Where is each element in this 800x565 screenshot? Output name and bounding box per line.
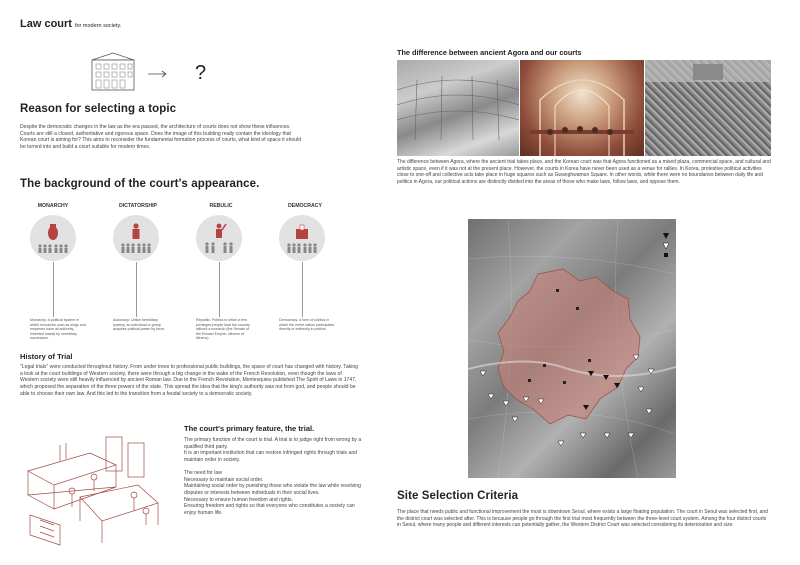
primary-heading: The court's primary feature, the trial. xyxy=(184,424,315,433)
monarchy-circle xyxy=(30,215,76,261)
gov-label-dictatorship: DICTATORSHIP xyxy=(118,203,158,209)
primary-p4: Necessary to maintain social order. xyxy=(184,476,264,483)
republic-circle xyxy=(196,215,242,261)
title-main: Law court xyxy=(20,18,72,30)
primary-p7: Ensuring freedom and rights so that everyone who constitutes a society can enjoy human life. xyxy=(184,503,355,517)
title-sub: for modern society. xyxy=(74,23,122,29)
background-heading: The background of the court's appearance. xyxy=(20,178,260,190)
question-mark: ? xyxy=(195,62,207,84)
page-title xyxy=(20,18,121,30)
map-legend xyxy=(663,233,669,257)
primary-p1: The primary function of the court is trial. A trial is to judge right from wrong by a qualified third party. xyxy=(184,437,362,450)
connector-line xyxy=(53,262,54,317)
connector-line xyxy=(302,262,303,317)
site-heading: Site Selection Criteria xyxy=(397,490,519,502)
court-building-icon xyxy=(88,50,138,92)
agora-heading: The difference between ancient Agora and our courts xyxy=(397,48,582,57)
primary-p6: Necessary to ensure human freedom and rights. xyxy=(184,496,294,503)
dictatorship-icon xyxy=(113,215,159,261)
democracy-circle xyxy=(279,215,325,261)
gov-desc-dictatorship: Autocracy: Unlike hereditary tyranny, an individual or group acquires political power by force. xyxy=(113,318,166,332)
gov-label-monarchy: MONARCHY xyxy=(37,203,69,209)
connector-line xyxy=(219,262,220,317)
primary-text-block xyxy=(184,437,362,517)
gwanghwamun-rally-photo xyxy=(645,60,771,156)
gov-desc-republic: Republic: Politics in which a few privileged people lead the country without a monarch (the Senate of the Roman Empire, citizens of Athens). xyxy=(196,318,250,341)
gov-desc-monarchy: Monarchy: A political system in which monarchs such as kings and emperors have all authority, inherited mainly by hereditary succession. xyxy=(30,318,86,341)
connector-line xyxy=(136,262,137,317)
gov-label-democracy: DEMOCRACY xyxy=(287,203,322,209)
ballot-box-icon xyxy=(279,215,325,261)
site-text: The place that needs public and functional improvement the most is downtown Seoul, where exists a large floating population. The court in Seoul was selected first, and the district court was selected after. This is because people go through the first trial most frequently between the three-level court system. Among the four district courts in Seoul, where many people and different interests can potentially gather, the Western District Court was selected considering its deterioration and size. xyxy=(397,509,768,529)
agora-text: The difference between Agora, where the ancient trial takes place, and the Korean court was that Agora functioned as a mixed plaza, commercial space, and cultural and artistic space, even if it was not at the present place. However, the courts in Korea have never been used as a venue for rallies. In Korea, protestive political activities close to one-off and collective acts take place in huge squares such as Gwanghwamun Square. In other words, while there were no boundaries between daily life and politics in Agora, our political actions are distinctly divided into the areas of those who make laws, follow laws, and oppose them. xyxy=(397,159,771,185)
arrow-right-icon xyxy=(148,70,168,78)
seoul-map xyxy=(468,219,676,478)
gov-desc-democracy: Democracy: a form of politics in which the entire nation participates directly or indirectly in politics. xyxy=(279,318,335,332)
reason-heading: Reason for selecting a topic xyxy=(20,103,177,115)
reason-text: Despite the democratic changes in the law as the era passed, the architecture of courts does not show these influences. Courts are still a closed, authoritative and rigorous space. Does the image of this building really contain the ideology that Korean court is aiming for? This aims to reconsider the fundamental formation process of courts, what kind of space it should be turned into and build a court suitable for modern times. xyxy=(20,124,302,151)
primary-p5: Maintaining social order by punishing those who violate the law while resolving disputes or interests between individuals in their social lives. xyxy=(184,483,361,496)
school-of-athens-painting xyxy=(520,60,644,156)
history-heading: History of Trial xyxy=(20,352,73,361)
monarchy-icon xyxy=(30,215,76,261)
gov-label-republic: REBULIC xyxy=(209,203,233,209)
agora-ruins-photo xyxy=(397,60,519,156)
history-text: "Legal trials" were conducted throughout history. From under trees to professional public buildings, the space of court has changed with history. Taking a look at the court buildings of Western society, there were through a big change in the wake of the French Revolution, even though the laws of Western society were still heavily influenced by ancient Roman law. Due to the French Revolution, Montesquieu published The Spirit of Laws in 1747, which proposed the separation of the three powers of the state. This spread the idea that the king's authority was not from god, and people should be able to choose their own law. And this led to the transition from a feudal society to a democratic society. xyxy=(20,364,359,397)
republic-icon xyxy=(196,215,242,261)
primary-p3: The need for law xyxy=(184,469,222,476)
primary-p2: It is an important institution that can restore infringed rights through trials and maintain order in society. xyxy=(184,450,357,464)
courtroom-sketch-illustration xyxy=(20,425,170,547)
dictatorship-circle xyxy=(113,215,159,261)
